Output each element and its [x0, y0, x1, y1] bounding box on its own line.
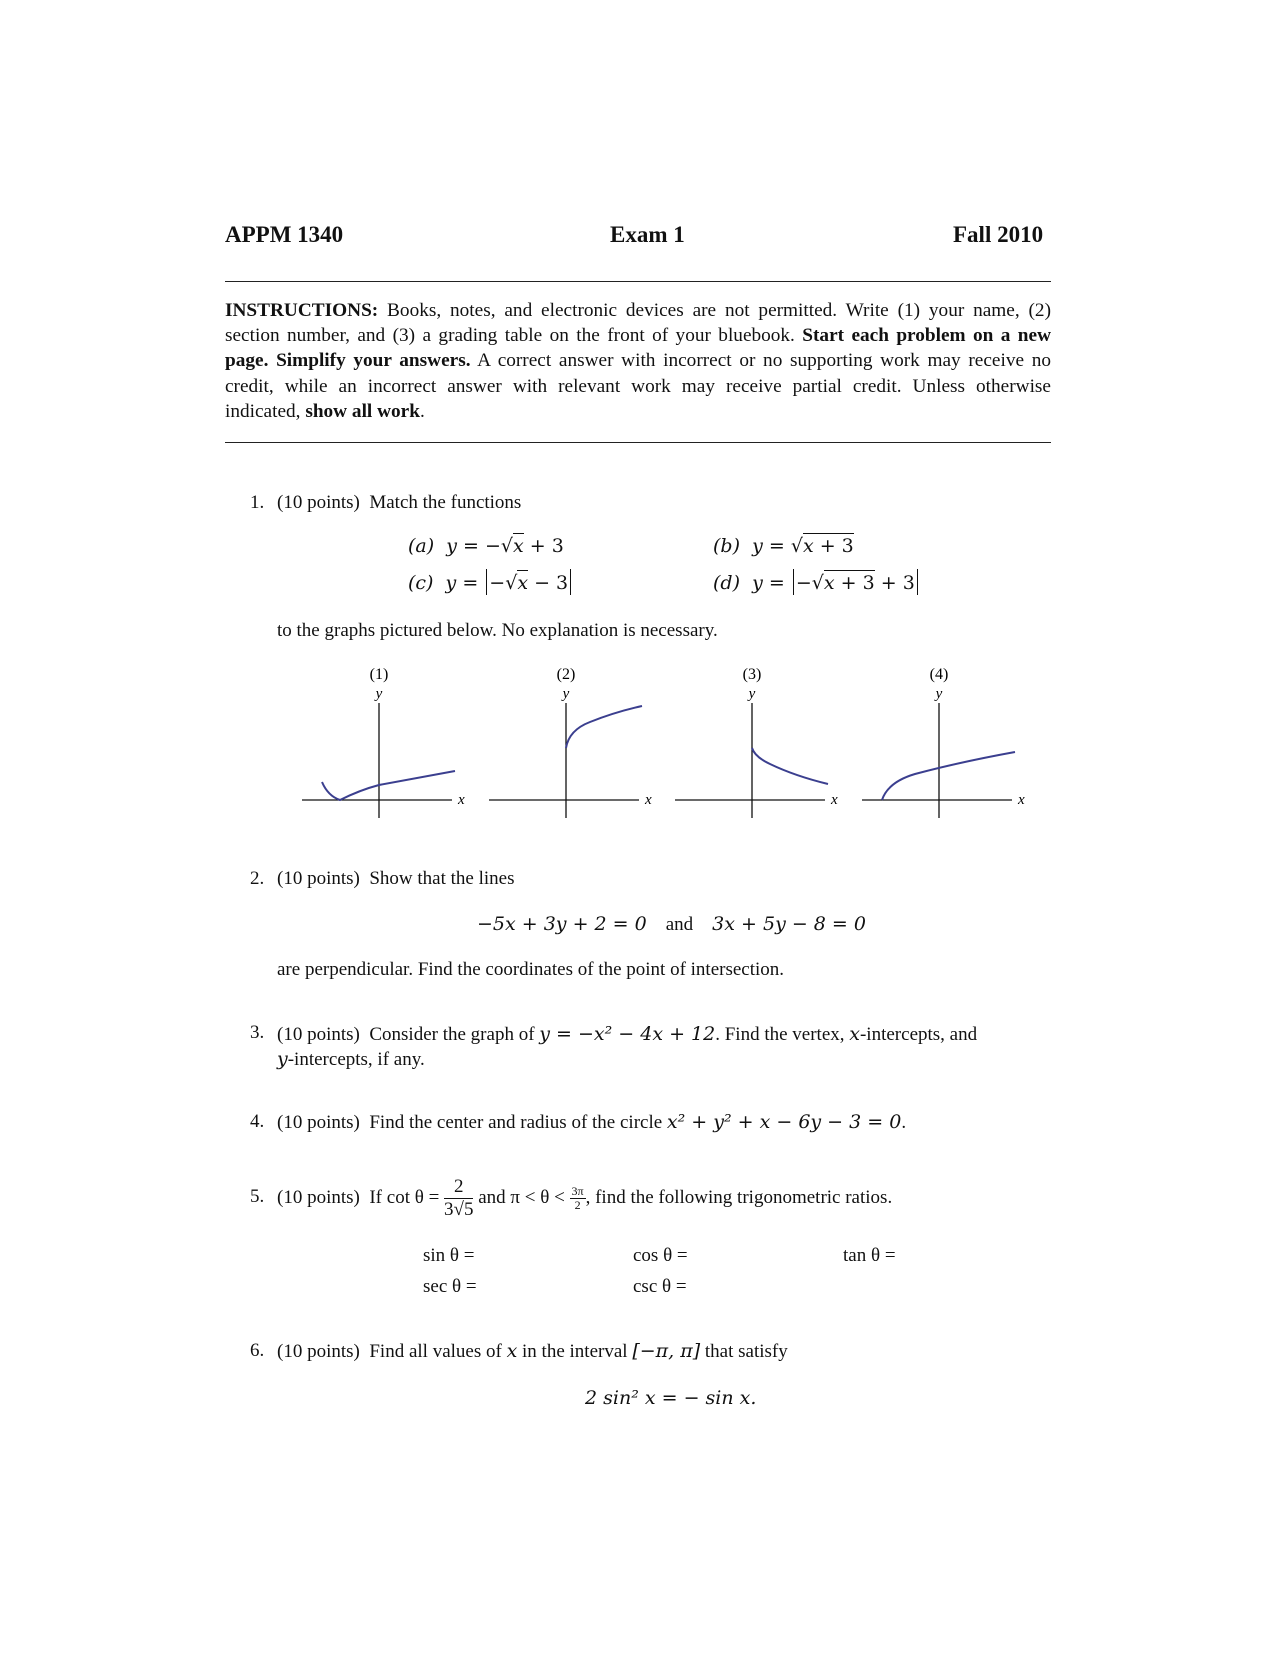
q5-t1: If cot θ =	[369, 1187, 440, 1208]
q4-t1: Find the center and radius of the circle	[369, 1112, 667, 1133]
q5-tan: tan θ =	[843, 1245, 896, 1266]
q1-func-a: (a) y = −√x + 3	[408, 535, 564, 557]
q3-t3: -intercepts, and	[859, 1024, 978, 1045]
q1-number: 1.	[250, 492, 265, 513]
q4-points: (10 points)	[277, 1112, 360, 1133]
graph-4-x-label: x	[1018, 792, 1025, 808]
q1-label-b: (b)	[713, 535, 740, 557]
graph-1-y-label: y	[375, 686, 383, 702]
q2-prompt	[277, 868, 515, 890]
q2-points: (10 points)	[277, 868, 360, 889]
q5-frac-den: 3√5	[444, 1198, 474, 1220]
graph-4	[862, 666, 1025, 818]
q5-t2: and π < θ <	[478, 1187, 565, 1208]
q3-number: 3.	[250, 1022, 265, 1043]
instructions-space	[268, 350, 276, 371]
q5-t3: , find the following trigonometric ratios.	[585, 1187, 893, 1208]
q6-interval: [−π, π]	[632, 1340, 701, 1362]
course-code: APPM 1340	[225, 222, 344, 247]
q5-sfrac-den: 2	[574, 1197, 581, 1212]
q1-label-a: (a)	[408, 535, 435, 557]
instructions-bold-1: Start each problem on a new page.	[225, 325, 1051, 372]
graph-2-label: (2)	[556, 666, 576, 683]
q4-number: 4.	[250, 1111, 265, 1132]
q3-equation: y = −x² − 4x + 12	[539, 1023, 716, 1045]
graph-1-x-label: x	[458, 792, 465, 808]
q2-text: Show that the lines	[369, 868, 515, 889]
q1-prompt	[277, 492, 521, 514]
graph-4-label: (4)	[929, 666, 949, 683]
q3-y: y	[277, 1048, 288, 1070]
q6-points: (10 points)	[277, 1341, 360, 1362]
q1-points: (10 points)	[277, 492, 360, 513]
q2-after: are perpendicular. Find the coordinates of the point of intersection.	[277, 959, 785, 980]
q5-points: (10 points)	[277, 1187, 360, 1208]
q2-eq2: 3x + 5y − 8 = 0	[712, 913, 866, 935]
q6-number: 6.	[250, 1340, 265, 1361]
graph-3-y-label: y	[748, 686, 756, 702]
graph-1-label: (1)	[369, 666, 389, 683]
q1-label-c: (c)	[408, 572, 434, 594]
graph-3-x-label: x	[831, 792, 838, 808]
graph-2-curve	[566, 706, 642, 748]
graph-2-x-label: x	[645, 792, 652, 808]
q6-equation: 2 sin² x = − sin x.	[585, 1387, 757, 1409]
graph-1-curve	[322, 771, 455, 800]
term: Fall 2010	[953, 222, 1044, 247]
q1-label-d: (d)	[713, 572, 740, 594]
q1-func-c: (c) y = −√x − 3	[408, 569, 573, 595]
q1-after: to the graphs pictured below. No explanation is necessary.	[277, 620, 718, 641]
q1-func-d: (d) y = −√x + 3 + 3	[713, 569, 920, 595]
q5-csc: csc θ =	[633, 1276, 687, 1297]
graph-1	[302, 666, 465, 818]
q2-equations	[477, 913, 866, 936]
graph-3-label: (3)	[742, 666, 762, 683]
q5-sfrac-num: 3π	[571, 1183, 584, 1198]
q3-t4: -intercepts, if any.	[287, 1049, 425, 1070]
graph-4-curve	[882, 752, 1015, 800]
q4-text	[277, 1111, 906, 1134]
instructions-period: .	[419, 400, 425, 422]
q5-sec: sec θ =	[423, 1276, 477, 1297]
q5-text	[277, 1168, 892, 1228]
q5-cos: cos θ =	[633, 1245, 688, 1266]
graph-2	[489, 666, 652, 818]
q6-text	[277, 1340, 788, 1363]
q3-t1: Consider the graph of	[369, 1024, 540, 1045]
q1-graphs	[290, 660, 1060, 830]
top-rule	[225, 281, 1051, 282]
q2-eq1: −5x + 3y + 2 = 0	[477, 913, 647, 935]
instructions-bold-2: Simplify your answers.	[276, 350, 471, 372]
q2-and: and	[665, 914, 694, 935]
q6-t1: Find all values of	[369, 1341, 507, 1362]
q5-number: 5.	[250, 1186, 265, 1207]
q6-t3: that satisfy	[700, 1341, 788, 1362]
q4-equation: x² + y² + x − 6y − 3 = 0	[666, 1111, 902, 1133]
q2-number: 2.	[250, 868, 265, 889]
q6-x: x	[506, 1340, 518, 1362]
q3-text	[277, 1022, 1051, 1072]
q5-frac-num: 2	[444, 1176, 473, 1199]
graph-4-y-label: y	[935, 686, 943, 702]
q6-t2: in the interval	[517, 1341, 633, 1362]
q3-points: (10 points)	[277, 1024, 360, 1045]
graph-2-y-label: y	[562, 686, 570, 702]
q5-sin: sin θ =	[423, 1245, 475, 1266]
bottom-rule	[225, 442, 1051, 443]
instructions-text: Books, notes, and electronic devices are not permitted. Write (1) your name, (2) section number, and (3) a grading table on the front of your bluebook.	[225, 300, 1051, 347]
q1-func-b: (b) y = √x + 3	[713, 535, 854, 557]
graph-3-curve	[752, 748, 828, 784]
instructions-text-2: A correct answer with incorrect or no supporting work may receive no credit, while an incorrect answer with relevant work may receive partial credit. Unless otherwise indicated,	[225, 350, 1051, 422]
q1-text: Match the functions	[369, 492, 522, 513]
exam-title: Exam 1	[610, 222, 685, 247]
instructions-label: INSTRUCTIONS:	[225, 300, 379, 321]
q3-x: x	[849, 1023, 860, 1045]
instructions	[225, 298, 1051, 424]
q5-fraction	[444, 1176, 473, 1221]
graph-3	[675, 666, 838, 818]
q4-t2: .	[901, 1112, 907, 1133]
q5-small-fraction	[570, 1185, 586, 1212]
instructions-bold-3: show all work	[305, 400, 420, 422]
q3-t2: . Find the vertex,	[715, 1024, 850, 1045]
